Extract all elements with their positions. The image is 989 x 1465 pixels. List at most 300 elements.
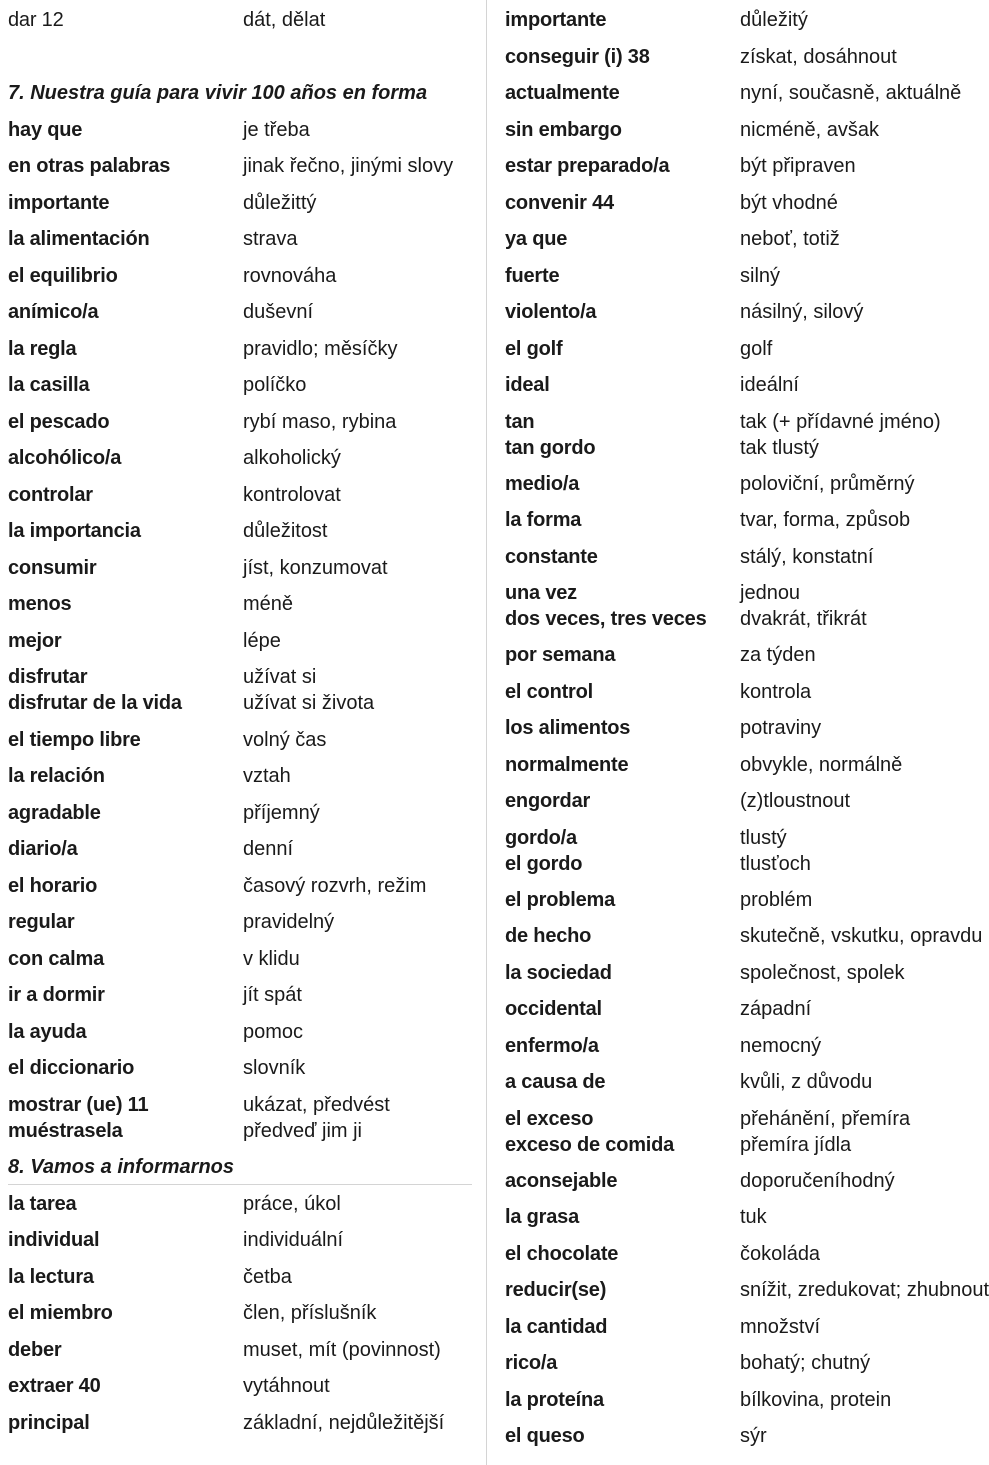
spanish-term [505, 544, 598, 570]
czech-translation-line: tak tlustý [740, 436, 819, 459]
czech-translation [243, 372, 306, 398]
czech-translation-line: být vhodné [740, 191, 838, 214]
czech-translation-line: ideální [740, 374, 799, 396]
czech-translation-line: v klidu [243, 947, 300, 970]
czech-translation-line: tlusťoch [740, 852, 811, 875]
czech-translation-line: kontrola [740, 680, 812, 703]
spanish-term [8, 1300, 113, 1326]
czech-translation [740, 996, 811, 1022]
spanish-term [505, 1204, 579, 1230]
czech-translation [740, 1277, 989, 1303]
spanish-term-line: extraer 40 [8, 1375, 101, 1397]
spanish-term [505, 7, 606, 33]
spanish-term [505, 44, 650, 70]
spanish-term-line: reducir(se) [505, 1279, 607, 1301]
spanish-term-line: dar 12 [8, 9, 64, 31]
spanish-term-line: el exceso [505, 1107, 594, 1130]
czech-translation-line: četba [243, 1265, 292, 1288]
spanish-term [505, 752, 628, 778]
spanish-term-line: ir a dormir [8, 984, 105, 1006]
spanish-term [505, 1168, 617, 1194]
spanish-term [8, 445, 121, 471]
spanish-term [505, 960, 612, 986]
spanish-term-line: el control [505, 680, 594, 703]
czech-translation-line: užívat si života [243, 692, 375, 714]
section-heading-7: 7. Nuestra guía para vivir 100 años en forma [8, 82, 428, 104]
czech-translation-line: obvykle, normálně [740, 753, 903, 776]
spanish-term [8, 836, 78, 862]
czech-translation [243, 1055, 305, 1081]
spanish-term [505, 996, 602, 1022]
czech-translation-line: volný čas [243, 728, 327, 751]
czech-translation [740, 7, 808, 33]
spanish-term [8, 299, 98, 325]
spanish-term-line: convenir 44 [505, 191, 614, 214]
czech-translation-line: strava [243, 228, 298, 250]
spanish-term-line: la grasa [505, 1206, 580, 1228]
spanish-term-line: occidental [505, 998, 602, 1020]
czech-translation-line: vztah [243, 765, 291, 787]
czech-translation [740, 226, 840, 252]
czech-translation-line: tuk [740, 1206, 767, 1228]
spanish-term [505, 409, 595, 461]
czech-translation [243, 628, 281, 654]
czech-translation [740, 642, 816, 668]
spanish-term [505, 263, 559, 289]
spanish-term [8, 800, 101, 826]
spanish-term-line: tan gordo [505, 436, 596, 459]
czech-translation [740, 507, 910, 533]
czech-translation-line: tvar, forma, způsob [740, 509, 911, 531]
czech-translation [740, 887, 812, 913]
spanish-term-line: consumir [8, 556, 97, 579]
spanish-term-line: la proteína [505, 1388, 604, 1411]
spanish-term-line: fuerte [505, 264, 560, 287]
czech-translation [243, 409, 396, 435]
spanish-term [8, 909, 74, 935]
czech-translation-line: nicméně, avšak [740, 118, 879, 141]
spanish-term-line: a causa de [505, 1071, 606, 1093]
spanish-term-line: la regla [8, 337, 77, 360]
spanish-term-line: normalmente [505, 753, 629, 776]
czech-translation [740, 1387, 891, 1413]
spanish-term-line: hay que [8, 118, 83, 141]
czech-translation [243, 299, 313, 325]
czech-translation-line: individuální [243, 1229, 344, 1251]
czech-translation [740, 1314, 820, 1340]
spanish-term-line: deber [8, 1338, 62, 1361]
spanish-term-line: regular [8, 911, 75, 933]
spanish-term-line: la forma [505, 509, 582, 531]
spanish-term-line: enfermo/a [505, 1034, 599, 1057]
spanish-term [505, 372, 550, 398]
spanish-term-line: dos veces, tres veces [505, 608, 707, 630]
czech-translation [740, 80, 961, 106]
czech-translation-line: množství [740, 1315, 821, 1338]
czech-translation-line: získat, dosáhnout [740, 45, 897, 68]
spanish-term-line: constante [505, 545, 598, 568]
czech-translation-line: ukázat, předvést [243, 1093, 390, 1116]
czech-translation [243, 1300, 376, 1326]
spanish-term-line: el equilibrio [8, 264, 118, 287]
spanish-term-line: la alimentación [8, 228, 150, 250]
spanish-term [8, 555, 96, 581]
spanish-term [505, 642, 615, 668]
spanish-term-line: mejor [8, 629, 62, 652]
spanish-term-line: en otras palabras [8, 155, 171, 177]
spanish-term [8, 591, 71, 617]
spanish-term [505, 923, 591, 949]
spanish-term-line: disfrutar de la vida [8, 692, 182, 714]
spanish-term [505, 1387, 604, 1413]
spanish-term [505, 1314, 607, 1340]
czech-translation [243, 909, 334, 935]
czech-translation-line: denní [243, 838, 294, 860]
spanish-term [8, 1264, 94, 1290]
spanish-term [8, 1227, 99, 1253]
czech-translation-line: příjemný [243, 801, 320, 824]
czech-translation [740, 1350, 870, 1376]
czech-translation-line: (z)tloustnout [740, 790, 851, 812]
czech-translation-line: snížit, zredukovat; zhubnout [740, 1279, 989, 1301]
spanish-term-line: el horario [8, 874, 98, 897]
spanish-term-line: la relación [8, 765, 105, 787]
czech-translation [740, 960, 905, 986]
czech-translation [740, 409, 941, 461]
spanish-term [8, 1019, 86, 1045]
czech-translation [243, 727, 326, 753]
czech-translation [740, 1168, 895, 1194]
spanish-term-line: estar preparado/a [505, 155, 670, 177]
czech-translation-line: duševní [243, 301, 314, 323]
spanish-term-line: disfrutar [8, 666, 88, 688]
czech-translation [243, 1191, 341, 1217]
czech-translation [243, 664, 374, 716]
czech-translation-line: přemíra jídla [740, 1133, 852, 1156]
spanish-term-line: el miembro [8, 1302, 113, 1324]
spanish-term [505, 887, 615, 913]
czech-translation-line: skutečně, vskutku, opravdu [740, 925, 983, 947]
czech-translation [243, 1373, 330, 1399]
czech-translation-line: problém [740, 888, 813, 911]
spanish-term-line: mostrar (ue) 11 [8, 1093, 149, 1116]
czech-translation-line: západní [740, 998, 812, 1020]
spanish-term [8, 336, 76, 362]
czech-translation [243, 873, 426, 899]
czech-translation [740, 1106, 910, 1158]
czech-translation-line: pravidelný [243, 911, 335, 933]
spanish-term-line: violento/a [505, 301, 597, 323]
czech-translation-line: pravidlo; měsíčky [243, 337, 398, 360]
spanish-term [8, 1092, 148, 1144]
spanish-term-line: el queso [505, 1425, 585, 1447]
czech-translation [243, 7, 325, 33]
spanish-term [505, 1033, 599, 1059]
czech-translation [740, 190, 838, 216]
spanish-term-line: ideal [505, 374, 550, 396]
spanish-term-line: la cantidad [505, 1315, 608, 1338]
spanish-term [8, 153, 170, 179]
spanish-term-line: la casilla [8, 374, 90, 396]
czech-translation-line: jít spát [243, 984, 302, 1006]
spanish-term [8, 664, 182, 716]
czech-translation-line: silný [740, 264, 781, 287]
spanish-term-line: la ayuda [8, 1020, 87, 1043]
czech-translation [243, 263, 336, 289]
spanish-term [505, 226, 567, 252]
czech-translation [243, 555, 388, 581]
czech-translation-line: být připraven [740, 155, 856, 177]
spanish-term [8, 946, 104, 972]
spanish-term [8, 226, 150, 252]
spanish-term [8, 117, 82, 143]
czech-translation-line: jíst, konzumovat [243, 556, 388, 579]
spanish-term [8, 263, 118, 289]
czech-translation-line: muset, mít (povinnost) [243, 1338, 441, 1361]
spanish-term-line: el diccionario [8, 1057, 135, 1079]
czech-translation [740, 544, 873, 570]
czech-translation-line: základní, nejdůležitější [243, 1411, 445, 1434]
czech-translation-line: jinak řečno, jinými slovy [243, 155, 454, 177]
czech-translation [243, 190, 316, 216]
czech-translation [740, 299, 863, 325]
spanish-term [8, 190, 109, 216]
spanish-term-line: menos [8, 593, 72, 615]
czech-translation-line: poloviční, průměrný [740, 472, 915, 495]
czech-translation-line: důležitý [740, 9, 808, 31]
czech-translation [243, 445, 341, 471]
czech-translation-line: políčko [243, 374, 307, 396]
czech-translation [243, 1019, 303, 1045]
czech-translation [740, 752, 902, 778]
czech-translation-line: tak (+ přídavné jméno) [740, 410, 941, 433]
czech-translation-line: násilný, silový [740, 301, 864, 323]
czech-translation-line: vytáhnout [243, 1375, 330, 1397]
czech-translation-line: neboť, totiž [740, 228, 840, 250]
czech-translation-line: bílkovina, protein [740, 1388, 892, 1411]
czech-translation [243, 591, 293, 617]
czech-translation [740, 44, 897, 70]
spanish-term-line: el gordo [505, 852, 583, 875]
spanish-term-line: gordo/a [505, 826, 577, 849]
spanish-term-line: la importancia [8, 520, 141, 542]
spanish-term [505, 1350, 557, 1376]
czech-translation [740, 788, 850, 814]
spanish-term-line: una vez [505, 582, 577, 604]
spanish-term [8, 1373, 101, 1399]
spanish-term [8, 1191, 76, 1217]
spanish-term-line: tan [505, 410, 535, 433]
czech-translation-line: jednou [740, 582, 801, 604]
spanish-term-line: por semana [505, 644, 616, 666]
czech-translation [243, 518, 328, 544]
spanish-term [505, 825, 582, 877]
spanish-term [505, 190, 614, 216]
czech-translation-line: potraviny [740, 717, 822, 739]
spanish-term-line: la tarea [8, 1192, 77, 1215]
spanish-term-line: medio/a [505, 472, 580, 495]
czech-translation-line: alkoholický [243, 447, 341, 469]
spanish-term [505, 1423, 585, 1449]
czech-translation [740, 679, 811, 705]
spanish-term [505, 1277, 606, 1303]
czech-translation [740, 715, 821, 741]
spanish-term [8, 518, 141, 544]
spanish-term [505, 679, 593, 705]
czech-translation [740, 580, 867, 632]
spanish-term [8, 763, 105, 789]
czech-translation [740, 923, 982, 949]
spanish-term [505, 299, 596, 325]
czech-translation-line: za týden [740, 644, 816, 666]
czech-translation [740, 1241, 820, 1267]
spanish-term-line: aconsejable [505, 1169, 618, 1192]
czech-translation-line: nemocný [740, 1034, 822, 1057]
section-heading-8: 8. Vamos a informarnos [8, 1156, 234, 1178]
czech-translation [243, 1410, 444, 1436]
czech-translation-line: golf [740, 337, 773, 360]
spanish-term-line: agradable [8, 801, 101, 824]
spanish-term [505, 117, 622, 143]
czech-translation [740, 1069, 872, 1095]
spanish-term-line: rico/a [505, 1352, 558, 1374]
czech-translation [243, 1092, 390, 1144]
czech-translation [740, 153, 856, 179]
spanish-term [505, 1241, 618, 1267]
spanish-term [505, 153, 669, 179]
spanish-term-line: la sociedad [505, 961, 612, 984]
spanish-term [505, 788, 590, 814]
spanish-term-line: el problema [505, 888, 616, 911]
spanish-term [505, 471, 579, 497]
spanish-term [505, 336, 563, 362]
spanish-term-line: importante [8, 191, 110, 214]
czech-translation-line: předveď jim ji [243, 1119, 362, 1142]
spanish-term [505, 580, 707, 632]
spanish-term [8, 628, 61, 654]
czech-translation [740, 372, 799, 398]
spanish-term [8, 1410, 90, 1436]
spanish-term-line: diario/a [8, 838, 78, 860]
czech-translation-line: dát, dělat [243, 9, 326, 31]
spanish-term-line: individual [8, 1229, 100, 1251]
spanish-term-line: principal [8, 1411, 90, 1434]
spanish-term-line: los alimentos [505, 717, 631, 739]
spanish-term-line: engordar [505, 790, 591, 812]
spanish-term [505, 507, 581, 533]
spanish-term [8, 982, 105, 1008]
spanish-term-line: de hecho [505, 925, 592, 947]
spanish-term-line: alcohólico/a [8, 447, 122, 469]
czech-translation [740, 336, 772, 362]
czech-translation-line: bohatý; chutný [740, 1352, 871, 1374]
spanish-term [505, 80, 620, 106]
spanish-term-line: anímico/a [8, 301, 99, 323]
spanish-term-line: muéstrasela [8, 1119, 123, 1142]
spanish-term [8, 727, 141, 753]
czech-translation-line: užívat si [243, 666, 317, 688]
czech-translation [243, 982, 302, 1008]
czech-translation [243, 800, 320, 826]
czech-translation-line: méně [243, 593, 294, 615]
czech-translation [243, 946, 300, 972]
spanish-term-line: el chocolate [505, 1242, 619, 1265]
czech-translation [243, 117, 310, 143]
section-separator [8, 1184, 472, 1185]
czech-translation-line: je třeba [243, 118, 310, 141]
spanish-term [8, 7, 64, 33]
czech-translation-line: čokoláda [740, 1242, 821, 1265]
czech-translation [243, 1227, 343, 1253]
czech-translation [243, 1337, 441, 1363]
czech-translation-line: společnost, spolek [740, 961, 905, 984]
czech-translation-line: dvakrát, třikrát [740, 608, 867, 630]
czech-translation [243, 336, 398, 362]
czech-translation-line: pomoc [243, 1020, 304, 1043]
czech-translation-line: slovník [243, 1057, 306, 1079]
column-divider [486, 0, 487, 1465]
spanish-term-line: el pescado [8, 410, 110, 433]
czech-translation [243, 226, 297, 252]
spanish-term-line: actualmente [505, 82, 620, 104]
czech-translation-line: kontrolovat [243, 483, 341, 506]
czech-translation [740, 117, 879, 143]
czech-translation [243, 763, 291, 789]
spanish-term-line: el golf [505, 337, 563, 360]
czech-translation [243, 836, 293, 862]
spanish-term-line: ya que [505, 228, 568, 250]
czech-translation-line: tlustý [740, 826, 787, 849]
czech-translation [740, 471, 915, 497]
czech-translation-line: nyní, současně, aktuálně [740, 82, 962, 104]
spanish-term [505, 715, 630, 741]
spanish-term-line: conseguir (i) 38 [505, 45, 650, 68]
czech-translation-line: stálý, konstatní [740, 545, 874, 568]
spanish-term-line: con calma [8, 947, 105, 970]
spanish-term-line: la lectura [8, 1265, 94, 1288]
czech-translation [243, 1264, 292, 1290]
czech-translation [740, 1423, 767, 1449]
czech-translation-line: časový rozvrh, režim [243, 874, 427, 897]
czech-translation-line: sýr [740, 1425, 767, 1447]
spanish-term [8, 1337, 61, 1363]
spanish-term [8, 409, 109, 435]
spanish-term-line: el tiempo libre [8, 728, 141, 751]
czech-translation [740, 263, 780, 289]
czech-translation-line: lépe [243, 629, 281, 652]
spanish-term-line: controlar [8, 483, 93, 506]
czech-translation-line: rovnováha [243, 264, 337, 287]
spanish-term [505, 1069, 605, 1095]
czech-translation [740, 1033, 821, 1059]
czech-translation-line: člen, příslušník [243, 1302, 377, 1324]
czech-translation [740, 825, 811, 877]
czech-translation-line: kvůli, z důvodu [740, 1071, 873, 1093]
czech-translation [243, 153, 453, 179]
spanish-term [8, 873, 97, 899]
czech-translation-line: doporučeníhodný [740, 1169, 895, 1192]
czech-translation [740, 1204, 767, 1230]
czech-translation [243, 482, 341, 508]
czech-translation-line: rybí maso, rybina [243, 410, 397, 433]
spanish-term [8, 372, 89, 398]
czech-translation-line: přehánění, přemíra [740, 1107, 911, 1130]
spanish-term-line: exceso de comida [505, 1133, 675, 1156]
spanish-term-line: sin embargo [505, 118, 622, 141]
czech-translation-line: důležittý [243, 191, 317, 214]
spanish-term [8, 482, 93, 508]
spanish-term [505, 1106, 674, 1158]
